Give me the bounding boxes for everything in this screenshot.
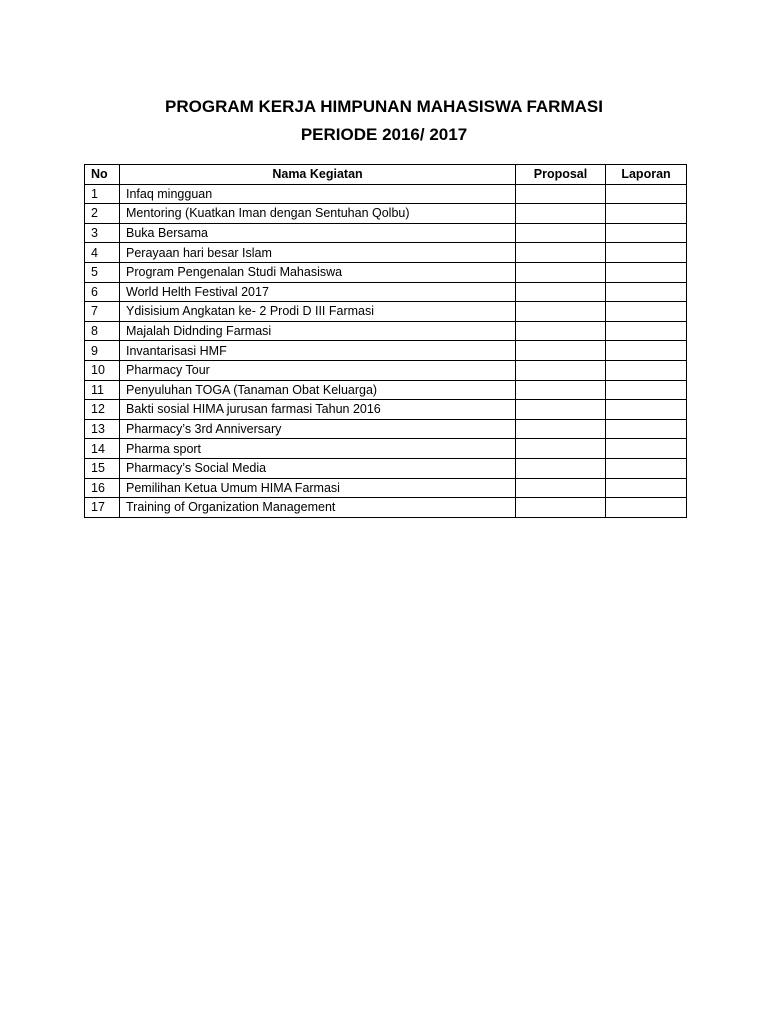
cell-no: 15 [85, 458, 120, 478]
cell-proposal [516, 282, 606, 302]
header-laporan: Laporan [606, 165, 687, 185]
table-row [85, 321, 687, 341]
cell-laporan [606, 478, 687, 498]
table-row [85, 184, 687, 204]
table-row [85, 223, 687, 243]
cell-proposal [516, 243, 606, 263]
cell-nama-kegiatan: Ydisisium Angkatan ke- 2 Prodi D III Farmasi [120, 302, 516, 322]
header-nama-kegiatan: Nama Kegiatan [120, 165, 516, 185]
cell-laporan [606, 302, 687, 322]
cell-laporan [606, 360, 687, 380]
cell-no: 12 [85, 400, 120, 420]
cell-proposal [516, 302, 606, 322]
header-no: No [85, 165, 120, 185]
table-row [85, 400, 687, 420]
cell-nama-kegiatan: Pharma sport [120, 439, 516, 459]
cell-no: 17 [85, 498, 120, 518]
table-row [85, 439, 687, 459]
cell-laporan [606, 341, 687, 361]
table-row [85, 498, 687, 518]
cell-no: 11 [85, 380, 120, 400]
cell-no: 2 [85, 204, 120, 224]
title-block [0, 93, 768, 149]
cell-no: 9 [85, 341, 120, 361]
cell-nama-kegiatan: Buka Bersama [120, 223, 516, 243]
cell-laporan [606, 204, 687, 224]
cell-nama-kegiatan: Training of Organization Management [120, 498, 516, 518]
cell-laporan [606, 321, 687, 341]
cell-proposal [516, 458, 606, 478]
cell-proposal [516, 478, 606, 498]
cell-proposal [516, 341, 606, 361]
cell-nama-kegiatan: Program Pengenalan Studi Mahasiswa [120, 262, 516, 282]
cell-no: 14 [85, 439, 120, 459]
cell-laporan [606, 184, 687, 204]
cell-laporan [606, 439, 687, 459]
cell-nama-kegiatan: World Helth Festival 2017 [120, 282, 516, 302]
cell-proposal [516, 498, 606, 518]
cell-no: 3 [85, 223, 120, 243]
cell-laporan [606, 282, 687, 302]
table-row [85, 419, 687, 439]
cell-no: 7 [85, 302, 120, 322]
cell-proposal [516, 360, 606, 380]
table-row [85, 458, 687, 478]
cell-proposal [516, 321, 606, 341]
cell-nama-kegiatan: Majalah Didnding Farmasi [120, 321, 516, 341]
activities-table [84, 164, 687, 518]
table-row [85, 204, 687, 224]
cell-no: 10 [85, 360, 120, 380]
table-row [85, 341, 687, 361]
cell-laporan [606, 380, 687, 400]
cell-nama-kegiatan: Perayaan hari besar Islam [120, 243, 516, 263]
header-proposal: Proposal [516, 165, 606, 185]
cell-proposal [516, 439, 606, 459]
cell-proposal [516, 380, 606, 400]
cell-nama-kegiatan: Pharmacy Tour [120, 360, 516, 380]
document-period: PERIODE 2016/ 2017 [300, 125, 468, 144]
cell-proposal [516, 204, 606, 224]
cell-laporan [606, 243, 687, 263]
cell-laporan [606, 223, 687, 243]
cell-nama-kegiatan: Pharmacy’s Social Media [120, 458, 516, 478]
cell-laporan [606, 400, 687, 420]
table-row [85, 262, 687, 282]
cell-no: 8 [85, 321, 120, 341]
cell-no: 1 [85, 184, 120, 204]
cell-nama-kegiatan: Invantarisasi HMF [120, 341, 516, 361]
table-row [85, 360, 687, 380]
table-row [85, 478, 687, 498]
table-row [85, 380, 687, 400]
cell-nama-kegiatan: Pemilihan Ketua Umum HIMA Farmasi [120, 478, 516, 498]
cell-nama-kegiatan: Pharmacy’s 3rd Anniversary [120, 419, 516, 439]
cell-proposal [516, 184, 606, 204]
cell-laporan [606, 419, 687, 439]
cell-laporan [606, 498, 687, 518]
cell-proposal [516, 262, 606, 282]
cell-no: 5 [85, 262, 120, 282]
cell-laporan [606, 458, 687, 478]
cell-no: 6 [85, 282, 120, 302]
cell-no: 16 [85, 478, 120, 498]
table-row [85, 302, 687, 322]
cell-nama-kegiatan: Bakti sosial HIMA jurusan farmasi Tahun 2016 [120, 400, 516, 420]
cell-no: 13 [85, 419, 120, 439]
cell-nama-kegiatan: Penyuluhan TOGA (Tanaman Obat Keluarga) [120, 380, 516, 400]
cell-nama-kegiatan: Infaq mingguan [120, 184, 516, 204]
document-title: PROGRAM KERJA HIMPUNAN MAHASISWA FARMASI [165, 97, 603, 116]
cell-laporan [606, 262, 687, 282]
cell-proposal [516, 419, 606, 439]
cell-proposal [516, 400, 606, 420]
table-header-row [85, 165, 687, 185]
table-body [85, 184, 687, 517]
table-row [85, 243, 687, 263]
cell-no: 4 [85, 243, 120, 263]
cell-proposal [516, 223, 606, 243]
table-row [85, 282, 687, 302]
cell-nama-kegiatan: Mentoring (Kuatkan Iman dengan Sentuhan Qolbu) [120, 204, 516, 224]
